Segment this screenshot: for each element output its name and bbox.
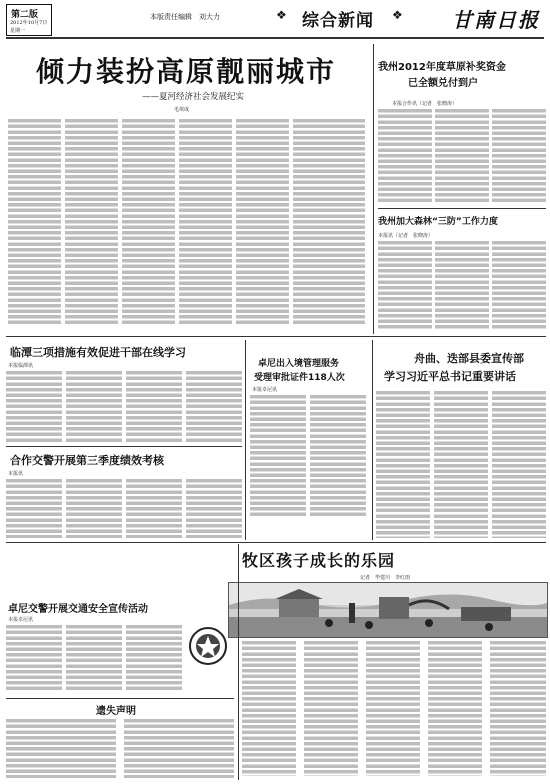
lead-headline: 倾力装扮高原靓丽城市 — [36, 55, 337, 88]
zhouqu-body-col-1 — [376, 390, 430, 538]
forest-headline: 我州加大森林“三防”工作力度 — [378, 217, 498, 227]
paper-name-logo: 甘南日报 — [452, 8, 540, 32]
lost-notice — [6, 700, 234, 780]
zhuoni-entry-body-col-2 — [310, 394, 366, 518]
section-star-icon-right: ❖ — [392, 8, 403, 22]
hezuo-story — [6, 448, 242, 540]
lintan-body-col-3 — [126, 370, 182, 442]
zhuoni-entry-body-col-1 — [250, 394, 306, 518]
zhuoni-traffic-body-col-1 — [6, 624, 62, 690]
lead-body-col-5 — [236, 118, 289, 326]
forest-body-col-3 — [492, 240, 546, 330]
photo-story-body-col-3 — [366, 640, 420, 776]
photo-story — [242, 544, 546, 780]
photo-story-headline: 牧区孩子成长的乐园 — [242, 551, 396, 570]
zhouqu-headline-1: 舟曲、迭部县委宣传部 — [414, 352, 524, 365]
lintan-body-col-4 — [186, 370, 242, 442]
issue-weekday: 星期一 — [10, 28, 26, 34]
grassland-story — [378, 44, 546, 206]
zhuoni-traffic-body-col-2 — [66, 624, 122, 690]
photo-story-body-col-2 — [304, 640, 358, 776]
forest-body-col-2 — [435, 240, 489, 330]
lead-subhead: ——夏河经济社会发展纪实 — [142, 92, 245, 102]
lost-notice-col-2 — [124, 718, 234, 778]
grassland-body-col-3 — [492, 108, 546, 202]
zhouqu-headline-2: 学习习近平总书记重要讲话 — [384, 370, 516, 383]
section-star-icon: ❖ — [276, 8, 287, 22]
lower-horizontal-rule — [6, 542, 546, 543]
masthead-rule — [6, 37, 544, 39]
section-label: 第二版 — [11, 10, 39, 20]
hezuo-body-col-1 — [6, 478, 62, 538]
lead-body-col-3 — [122, 118, 175, 326]
lead-vertical-divider — [373, 44, 374, 334]
grassland-byline: 本报合作讯（记者 张晓涛） — [392, 101, 458, 107]
hezuo-headline: 合作交警开展第三季度绩效考核 — [10, 454, 164, 467]
lintan-body-col-2 — [66, 370, 122, 442]
hezuo-body-col-3 — [126, 478, 182, 538]
lintan-headline: 临潭三项措施有效促进干部在线学习 — [10, 346, 186, 359]
lintan-zhuoni-divider — [245, 340, 246, 540]
zhuoni-zhouqu-divider — [372, 340, 373, 540]
photo-story-body-col-1 — [242, 640, 296, 776]
photo-left-divider — [238, 544, 239, 780]
playground-photo — [228, 582, 548, 638]
zhuoni-traffic-story — [6, 546, 234, 696]
lead-body-col-4 — [179, 118, 232, 326]
lead-body-col-6 — [293, 118, 365, 326]
hezuo-byline: 本报讯 — [8, 471, 24, 477]
hezuo-body-col-4 — [186, 478, 242, 538]
lost-notice-headline: 遗失声明 — [96, 706, 136, 717]
lost-notice-col-1 — [6, 718, 116, 778]
masthead — [0, 0, 550, 40]
lead-body-col-2 — [65, 118, 118, 326]
editor-credit: 本版责任编辑 刘大力 — [150, 13, 220, 21]
page-title: 综合新闻 — [302, 11, 374, 31]
zhouqu-body-col-3 — [492, 390, 546, 538]
grassland-divider — [378, 208, 546, 209]
grassland-body-col-2 — [435, 108, 489, 202]
zhouqu-body-col-2 — [434, 390, 488, 538]
lead-body-col-1 — [8, 118, 61, 326]
forest-story — [378, 210, 546, 334]
page-number-badge — [6, 4, 52, 36]
zhuoni-traffic-byline: 本报卓尼讯 — [8, 617, 34, 623]
forest-body-col-1 — [378, 240, 432, 330]
grassland-body-col-1 — [378, 108, 432, 202]
forest-byline: 本报讯（记者 张晓涛） — [378, 233, 434, 239]
police-emblem-icon — [188, 626, 228, 666]
zhuoni-traffic-body-col-3 — [126, 624, 182, 690]
zhuoni-entry-headline-1: 卓尼出入境管理服务 — [258, 359, 340, 369]
lintan-body-col-1 — [6, 370, 62, 442]
photo-story-body-col-4 — [428, 640, 482, 776]
lintan-byline: 本报临潭讯 — [8, 363, 34, 369]
zhuoni-entry-story — [250, 340, 368, 540]
lead-story — [6, 44, 372, 330]
grassland-headline-1: 我州2012年度草原补奖资金 — [378, 62, 506, 73]
zhuoni-traffic-headline: 卓尼交警开展交通安全宣传活动 — [8, 604, 148, 615]
hezuo-body-col-2 — [66, 478, 122, 538]
mid-horizontal-rule — [6, 336, 546, 337]
lintan-story — [6, 340, 242, 444]
grassland-headline-2: 已全额兑付到户 — [408, 78, 478, 89]
lintan-hezuo-divider — [6, 446, 242, 447]
photo-story-byline: 记者 毕建川 李红雨 — [360, 575, 411, 581]
notice-top-rule — [6, 698, 234, 699]
lead-byline: 毛琪成 — [174, 107, 190, 113]
issue-date: 2012年10月7日 — [10, 20, 48, 26]
zhuoni-entry-byline: 本报卓尼讯 — [252, 387, 278, 393]
zhouqu-story — [376, 340, 546, 540]
photo-story-body-col-5 — [490, 640, 546, 776]
zhuoni-entry-headline-2: 受理审批证件118人次 — [254, 373, 345, 383]
